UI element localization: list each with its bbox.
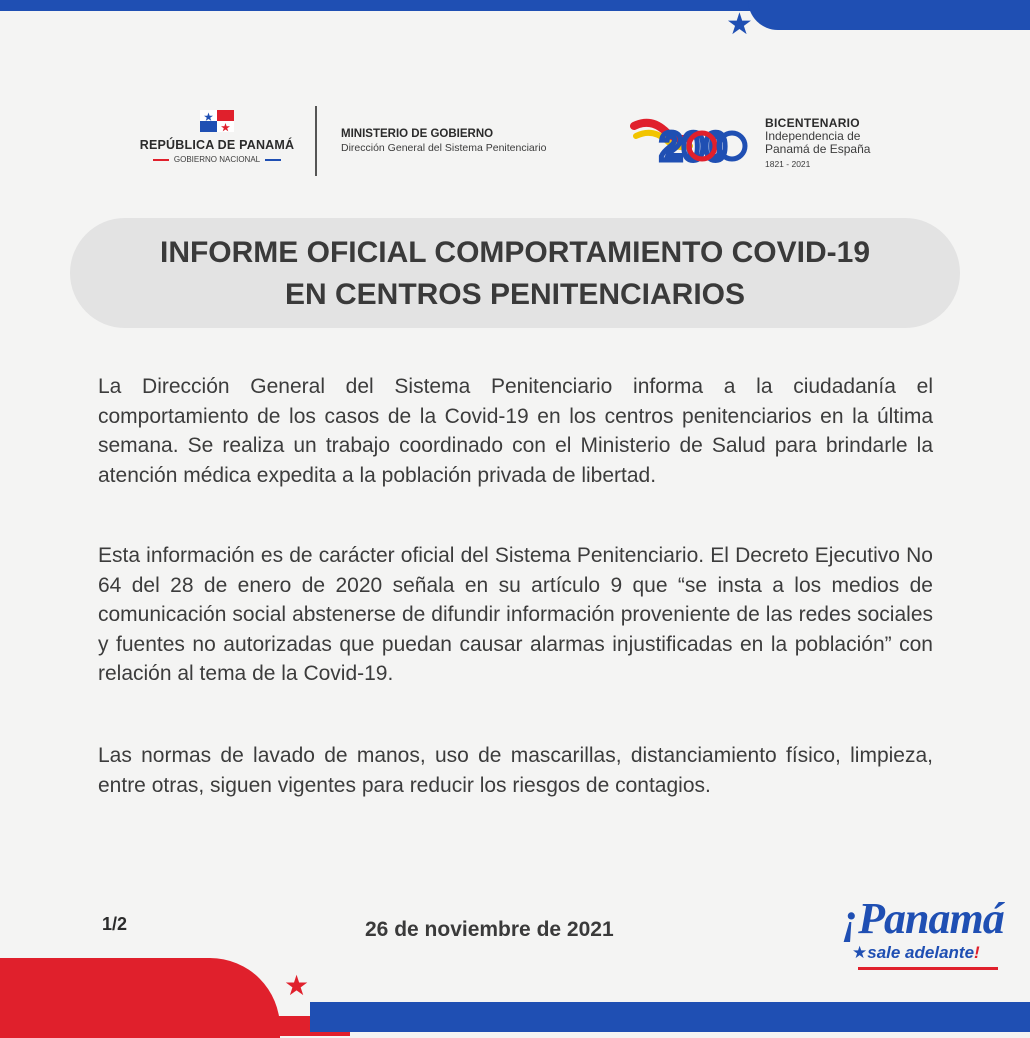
slogan-sub: sale adelante: [867, 943, 975, 962]
republic-subtitle-row: [132, 155, 302, 164]
bicentenario-years: 1821 - 2021: [765, 159, 811, 169]
bicentenario-line2: Panamá de España: [765, 142, 871, 156]
slogan-sub-row: ★sale adelante!: [852, 943, 980, 962]
bicentenario-title: BICENTENARIO: [765, 116, 860, 130]
paragraph-2: Esta información es de carácter oficial del Sistema Penitenciario. El Decreto Ejecutivo No 64 del 28 de enero de 2020 señala en su artículo 9 que “se insta a los medios de comunicación social abstenerse de difundir información proveniente de las redes sociales y fuentes no autorizadas que puedan causar alarmas injustificadas en la población” con relación al tema de la Covid-19.: [98, 544, 933, 685]
bicentenario-200-logo: [630, 112, 755, 172]
bicentenario-logo-text: 200: [660, 125, 727, 169]
ministry-block: [341, 128, 546, 154]
slogan-underline: [858, 967, 998, 970]
paragraph-3: Las normas de lavado de manos, uso de mascarillas, distanciamiento físico, limpieza, entre otras, siguen vigentes para reducir los riesgos de contagios.: [98, 744, 933, 797]
bicentenario-text: [765, 116, 870, 169]
panama-sale-adelante-logo: [830, 893, 1004, 983]
bicentenario-line1: Independencia de: [765, 129, 861, 143]
page-number: 1/2: [102, 914, 128, 934]
red-star-icon: ★: [284, 970, 310, 1001]
red-dash: [153, 159, 169, 161]
header-divider: [315, 106, 317, 176]
panama-flag-icon: [200, 110, 234, 132]
ministry-title: MINISTERIO DE GOBIERNO: [341, 128, 494, 140]
page-title: [70, 232, 960, 316]
republic-subtitle: GOBIERNO NACIONAL: [173, 155, 261, 164]
slogan-exclamation: !: [974, 943, 980, 962]
slogan-main: ¡Panamá: [842, 894, 1004, 943]
republica-panama-logo: [132, 110, 302, 164]
title-line-1: INFORME OFICIAL COMPORTAMIENTO COVID-19: [159, 236, 871, 269]
blue-star-icon: ★: [726, 8, 753, 41]
bottom-blue-bar: [310, 1002, 1030, 1032]
republic-title: REPÚBLICA DE PANAMÁ: [139, 138, 295, 152]
publication-date: 26 de noviembre de 2021: [365, 918, 614, 941]
title-line-2: EN CENTROS PENITENCIARIOS: [284, 278, 746, 311]
bottom-left-red-shape: [0, 958, 280, 1038]
ministry-subtitle: Dirección General del Sistema Penitenciario: [341, 142, 547, 154]
blue-dash: [265, 159, 281, 161]
paragraph-1: La Dirección General del Sistema Penitenciario informa a la ciudadanía el comportamiento de los casos de la Covid-19 en los centros penitenciarios en la última semana. Se realiza un trabajo coordinado con el Ministerio de Salud para brindarle la atención médica expedita a la población privada de libertad.: [98, 375, 933, 487]
top-right-blue-tab: [748, 0, 1030, 30]
